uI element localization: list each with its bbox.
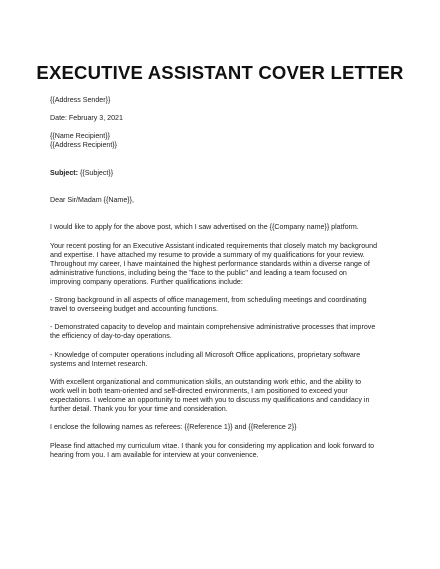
subject-value: {{Subject}} [77, 168, 114, 177]
bullet-computer-knowledge [50, 351, 400, 369]
letter-body [50, 96, 400, 460]
paragraph-line: - Demonstrated capacity to develop and maintain comprehensive administrative processes that improve [50, 323, 376, 332]
paragraph-line: work well in both team-oriented and self-directed environments, I am positioned to exceed your [50, 387, 348, 395]
paragraph-line: I enclose the following names as referees: {{Reference 1}} and {{Reference 2}} [50, 423, 297, 432]
subject-label: Subject: [50, 168, 78, 177]
letter-date: Date: February 3, 2021 [50, 114, 123, 123]
paragraph-line: expectations. I welcome an opportunity to meet with you to discuss my qualifications and candidacy in [50, 396, 370, 405]
bullet-office-management [50, 296, 400, 314]
paragraph-line: - Strong background in all aspects of office management, from scheduling meetings and coordinating [50, 296, 367, 305]
recipient-address: {{Address Recipient}} [50, 141, 118, 150]
paragraph-line: improving company operations. Further qualifications include: [50, 277, 243, 286]
paragraph-line: I would like to apply for the above post, which I saw advertised on the {{Company name}} platform. [50, 223, 359, 232]
paragraph-line: With excellent organizational and communication skills, an outstanding work ethic, and the ability to [50, 377, 362, 386]
paragraph-line: the efficiency of day-to-day operations. [50, 332, 172, 341]
document-title: EXECUTIVE ASSISTANT COVER LETTER [36, 62, 404, 83]
paragraph-referees [50, 423, 400, 432]
recipient-name: {{Name Recipient}} [50, 132, 110, 141]
paragraph-line: Your recent posting for an Executive Assistant indicated requirements that closely match my background [50, 241, 378, 250]
paragraph-skills [50, 378, 400, 414]
paragraph-line: travel to overseeing budget and accounting functions. [50, 305, 218, 314]
paragraph-line: - Knowledge of computer operations including all Microsoft Office applications, proprietary software [50, 350, 361, 359]
sender-address: {{Address Sender}} [50, 96, 111, 104]
paragraph-line: administrative functions, including being the "face to the public" and leading a team focused on [50, 268, 347, 277]
paragraph-line: Please find attached my curriculum vitae. I thank you for considering my application and look forward to [50, 441, 375, 450]
paragraph-line: systems and Internet research. [50, 359, 148, 368]
paragraph-line: Throughout my career, I have maintained the highest performance standards within a diverse range of [50, 259, 370, 268]
paragraph-line: and expertise. I have attached my resume to provide a summary of my qualifications for your review. [50, 250, 365, 259]
paragraph-line: hearing from you. I am available for interview at your convenience. [50, 450, 259, 459]
paragraph-background [50, 242, 400, 287]
bullet-administrative-processes [50, 323, 400, 341]
paragraph-intro [50, 223, 400, 232]
paragraph-line: further detail. Thank you for your time and consideration. [50, 405, 228, 414]
subject-line [50, 169, 400, 178]
paragraph-closing [50, 442, 400, 460]
salutation: Dear Sir/Madam {{Name}}, [50, 196, 134, 205]
